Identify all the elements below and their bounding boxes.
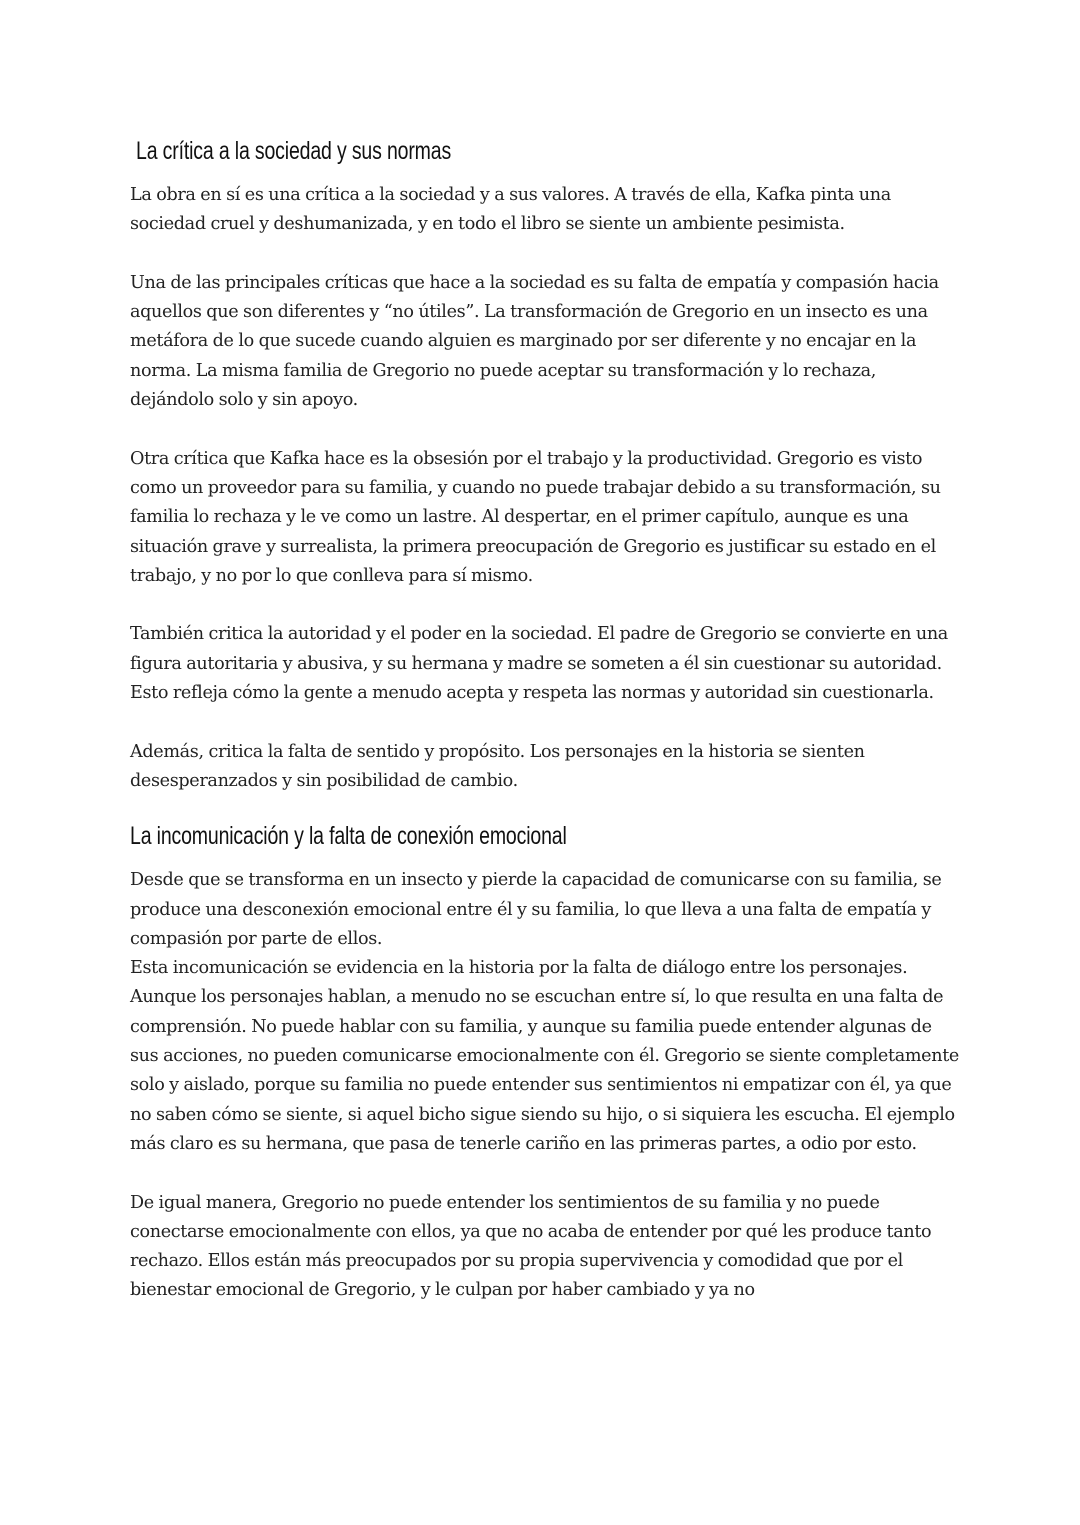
spacer xyxy=(130,415,960,444)
paragraph: Desde que se transforma en un insecto y pierde la capacidad de comunicarse con su familia, se produce una desconexión emocional entre él y su familia, lo que lleva a una falta de empatía y compasión por parte de ellos. xyxy=(130,870,942,949)
paragraph: También critica la autoridad y el poder en la sociedad. El padre de Gregorio se convierte en una figura autoritaria y abusiva, y su hermana y madre se someten a él sin cuestionar su autoridad. Esto refleja cómo la gente a menudo acepta y respeta las normas y autoridad sin cuestionarla. xyxy=(130,624,948,704)
paragraph: De igual manera, Gregorio no puede entender los sentimientos de su familia y no puede conectarse emocionalmente con ellos, ya que no acaba de entender por qué les produce tanto rechazo. Ellos están más preocupados por su propia supervivencia y comodidad que por el bienestar emocional de Gregorio, y le culpan por haber cambiado y ya no xyxy=(130,1192,932,1301)
spacer xyxy=(130,1159,960,1188)
paragraph: Además, critica la falta de sentido y propósito. Los personajes en la historia se sienten desesperanzados y sin posibilidad de cambio. xyxy=(130,741,865,791)
paragraph: Esta incomunicación se evidencia en la historia por la falta de diálogo entre los personajes. Aunque los personajes hablan, a menudo no se escuchan entre sí, lo que resulta en una falta de comprensión. No puede hablar con su familia, y aunque su familia puede entender algunas de sus acciones, no pueden comunicarse emocionalmente con él. Gregorio se siente completamente solo y aislado, porque su familia no puede entender sus sentimientos ni empatizar con él, ya que no saben cómo se siente, si aquel bicho sigue siendo su hijo, o si siquiera les escucha. El ejemplo más claro es su hermana, que pasa de tenerle cariño en las primeras partes, a odio por esto. xyxy=(130,958,959,1154)
section-heading-incomunicacion: La incomunicación y la falta de conexión emocional xyxy=(130,822,567,851)
spacer xyxy=(130,854,960,866)
spacer xyxy=(130,169,960,181)
spacer xyxy=(130,591,960,620)
paragraph: La obra en sí es una crítica a la sociedad y a sus valores. A través de ella, Kafka pinta una sociedad cruel y deshumanizada, y en todo el libro se siente un ambiente pesimista. xyxy=(130,185,891,235)
paragraph: Otra crítica que Kafka hace es la obsesión por el trabajo y la productividad. Gregorio es visto como un proveedor para su familia, y cuando no puede trabajar debido a su transformación, su familia lo rechaza y le ve como un lastre. Al despertar, en el primer capítulo, aunque es una situación grave y surrealista, la primera preocupación de Gregorio es justificar su estado en el trabajo, y no por lo que conlleva para sí mismo. xyxy=(130,448,941,586)
paragraph: Una de las principales críticas que hace a la sociedad es su falta de empatía y compasión hacia aquellos que son diferentes y “no útiles”. La transformación de Gregorio en un insecto es una metáfora de lo que sucede cuando alguien es marginado por ser diferente y no encajar en la norma. La misma familia de Gregorio no puede aceptar su transformación y lo rechaza, dejándolo solo y sin apoyo. xyxy=(130,272,939,411)
spacer xyxy=(130,708,960,737)
spacer xyxy=(130,240,960,269)
spacer xyxy=(130,796,960,818)
document-page xyxy=(130,133,960,1306)
section-heading-critica-sociedad: La crítica a la sociedad y sus normas xyxy=(136,137,452,165)
